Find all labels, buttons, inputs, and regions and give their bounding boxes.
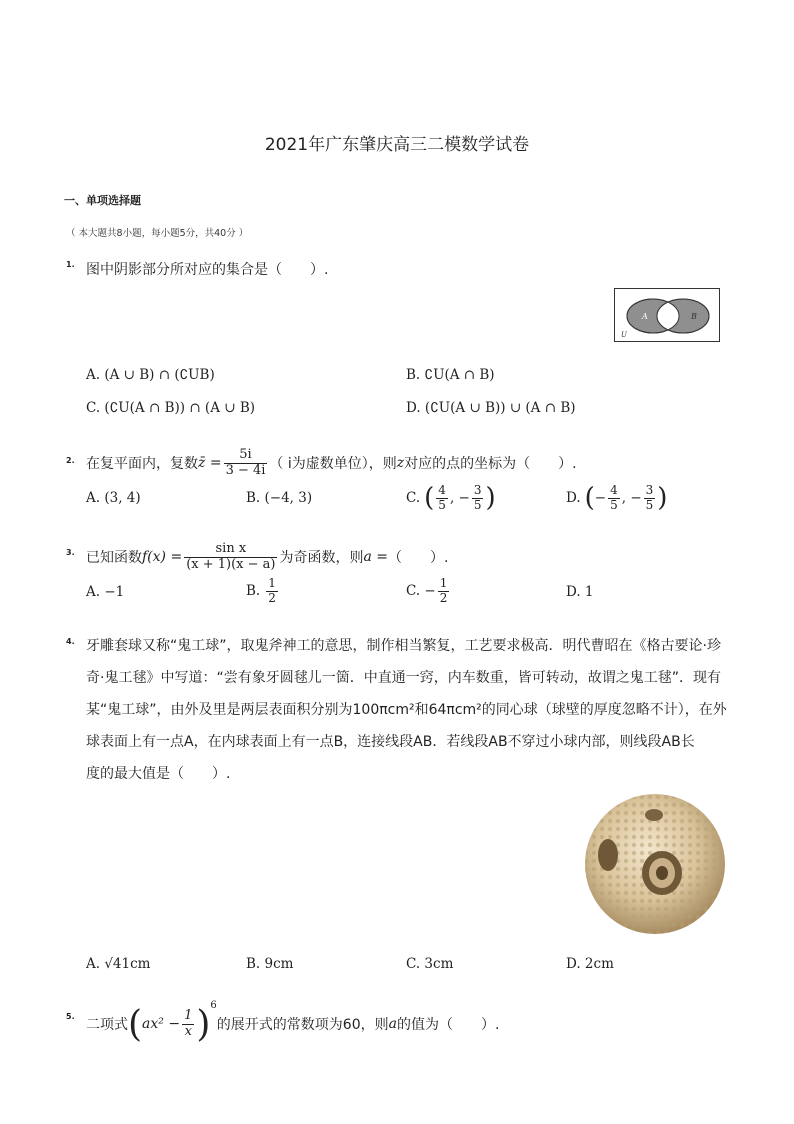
paragraph-line: 球表面上有一点A，在内球表面上有一点B，连接线段AB．若线段AB不穿过小球内部，则线段AB长 — [86, 734, 695, 750]
option-d[interactable]: D. 1 — [566, 584, 594, 600]
section-note: （ 本大题共8小题，每小题5分，共40分 ） — [66, 228, 249, 239]
math-z: z — [396, 455, 405, 471]
option-b[interactable]: B. (−4, 3) — [246, 490, 313, 506]
option-label: C. − — [406, 583, 436, 599]
fraction-denominator: 5 — [645, 497, 654, 512]
option-b[interactable] — [246, 572, 280, 610]
fraction — [436, 484, 448, 513]
fraction-denominator: 5 — [610, 497, 618, 512]
option-c[interactable] — [406, 478, 496, 518]
ball-hole-top — [645, 809, 663, 821]
math-expression: ax² − — [142, 1016, 181, 1032]
paren-close: ) — [657, 483, 668, 513]
math-a: a — [388, 1016, 397, 1032]
ball-inner-hole — [656, 866, 668, 880]
option-label: C. — [406, 490, 421, 506]
venn-label-a: A — [642, 312, 648, 321]
option-a[interactable]: A. √41cm — [86, 956, 151, 972]
separator: , − — [449, 490, 470, 506]
separator: , − — [621, 490, 642, 506]
question-number: 3. — [66, 548, 75, 557]
paragraph-line: 牙雕套球又称“鬼工球”，取鬼斧神工的意思，制作相当繁复，工艺要求极高．明代曹昭在《格古要论·珍 — [86, 638, 721, 654]
ivory-ball-svg — [582, 793, 728, 936]
fraction — [266, 577, 278, 606]
stem-text: 已知函数 — [86, 550, 142, 566]
stem-text: 的展开式的常数项为60，则 — [216, 1017, 389, 1033]
stem-text: 二项式 — [86, 1017, 128, 1033]
fraction-denominator: 2 — [268, 590, 276, 605]
paren-close: ) — [196, 1003, 211, 1045]
fraction-numerator: 1 — [268, 575, 276, 590]
stem-text: （ i为虚数单位），则 — [269, 456, 397, 472]
question-number: 2. — [66, 456, 75, 465]
paren-open: ( — [128, 1003, 143, 1045]
paren-open: ( — [424, 483, 435, 513]
option-a[interactable]: A. (3, 4) — [86, 490, 141, 506]
stem-text: 为奇函数，则 — [279, 550, 364, 566]
math-a: a = — [363, 549, 389, 565]
fraction — [472, 484, 484, 513]
paragraph-line: 奇·鬼工毬》中写道：“尝有象牙圆毬儿一箇．中直通一窍，内车数重，皆可转动，故谓之鬼工毬”．现有 — [86, 670, 721, 686]
option-a[interactable]: A. −1 — [86, 584, 125, 600]
fraction — [224, 448, 268, 479]
fraction-numerator: 1 — [184, 1007, 193, 1023]
fraction-denominator: 5 — [438, 497, 446, 512]
stem-text: 对应的点的坐标为（ ）. — [404, 456, 577, 472]
ball-hole-left — [598, 839, 618, 871]
fraction-denominator: (x + 1)(x − a) — [186, 556, 276, 572]
fraction-denominator: x — [182, 1024, 194, 1040]
paren-open: ( — [584, 483, 595, 513]
stem-text: 的值为（ ）. — [396, 1017, 500, 1033]
question-paragraph — [86, 630, 727, 790]
question-number: 1. — [66, 260, 75, 269]
venn-label-u: U — [621, 331, 627, 339]
stem-text: （ ）. — [388, 550, 449, 566]
fraction-numerator: 4 — [438, 482, 446, 497]
exponent: 6 — [210, 1000, 217, 1011]
question-stem — [86, 538, 448, 576]
option-b[interactable]: B. ∁U(A ∩ B) — [406, 367, 495, 383]
section-heading: 一、单项选择题 — [64, 194, 141, 207]
question-stem — [86, 445, 577, 481]
ivory-ball-image — [582, 793, 728, 936]
question-number: 5. — [66, 1012, 75, 1021]
option-c[interactable]: C. (∁U(A ∩ B)) ∩ (A ∪ B) — [86, 400, 256, 416]
paragraph-line: 某“鬼工球”，由外及里是两层表面积分别为100πcm²和64πcm²的同心球（球壁的厚度忽略不计），在外 — [86, 702, 727, 718]
option-d[interactable]: D. (∁U(A ∪ B)) ∪ (A ∩ B) — [406, 400, 576, 416]
option-a[interactable]: A. (A ∪ B) ∩ (∁UB) — [86, 367, 215, 383]
question-number: 4. — [66, 637, 75, 646]
question-stem — [86, 1002, 499, 1046]
paren-close: ) — [485, 483, 496, 513]
fraction — [438, 577, 450, 606]
option-b[interactable]: B. 9cm — [246, 956, 294, 972]
page-title: 2021年广东肇庆高三二模数学试卷 — [264, 135, 530, 155]
paragraph-line: 度的最大值是（ ）. — [86, 766, 231, 782]
fraction-numerator: 3 — [473, 482, 482, 497]
fraction — [608, 484, 620, 513]
option-c[interactable]: C. 3cm — [406, 956, 454, 972]
fraction-denominator: 5 — [473, 497, 482, 512]
minus-sign: − — [594, 490, 607, 506]
math-fx: f(x) = — [142, 549, 183, 565]
fraction — [182, 1009, 194, 1040]
fraction-numerator: 1 — [439, 575, 448, 590]
venn-diagram — [614, 288, 720, 342]
venn-label-b: B — [691, 312, 697, 321]
fraction-numerator: 5i — [239, 446, 252, 462]
fraction-numerator: 4 — [610, 482, 618, 497]
option-label: B. — [246, 583, 261, 599]
option-d[interactable] — [566, 478, 667, 518]
fraction — [184, 542, 277, 573]
fraction-numerator: sin x — [215, 540, 247, 556]
option-label: D. — [566, 490, 581, 506]
venn-diagram-svg — [615, 289, 719, 341]
option-c[interactable] — [406, 572, 451, 610]
option-d[interactable]: D. 2cm — [566, 956, 614, 972]
question-stem: 图中阴影部分所对应的集合是（ ）. — [86, 262, 329, 278]
math-z-bar: z̄ = — [198, 455, 222, 471]
fraction-denominator: 2 — [439, 590, 448, 605]
stem-text: 在复平面内，复数 — [86, 456, 198, 472]
fraction-denominator: 3 − 4i — [225, 462, 266, 478]
fraction-numerator: 3 — [645, 482, 654, 497]
fraction — [644, 484, 656, 513]
